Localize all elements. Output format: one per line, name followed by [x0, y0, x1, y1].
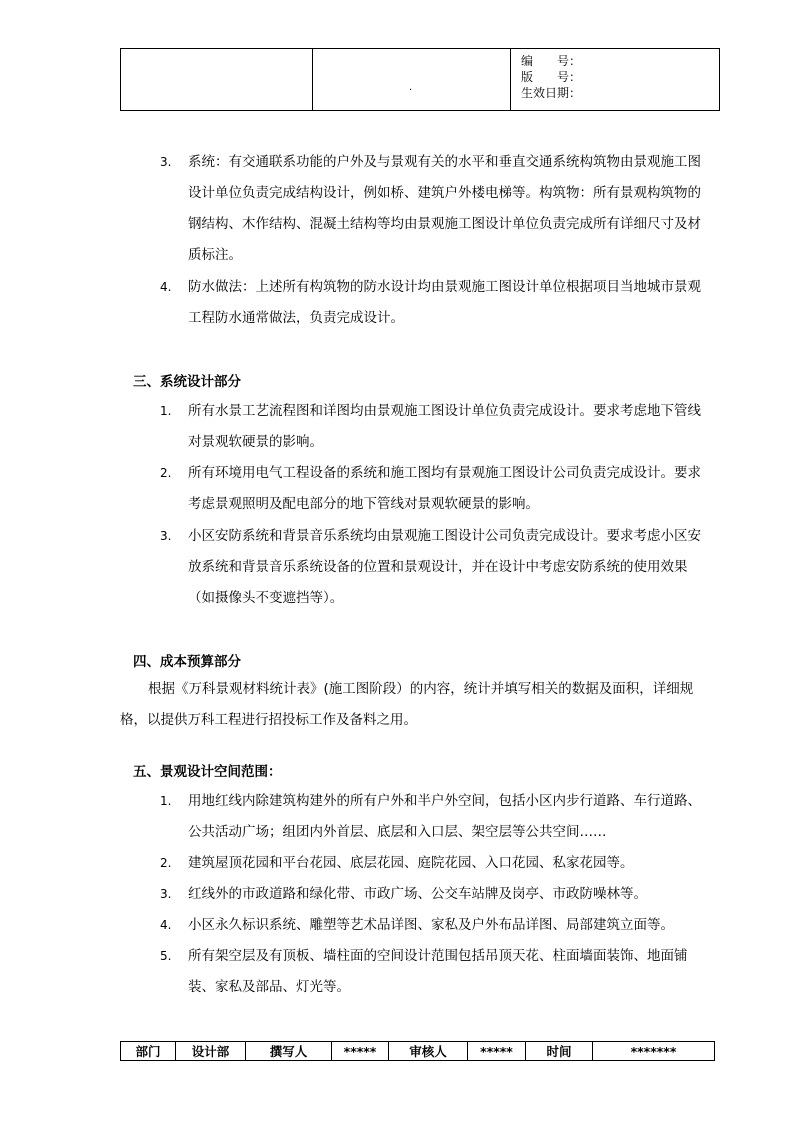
list-item-text: 所有环境用电气工程设备的系统和施工图均有景观施工图设计公司负责完成设计。要求考虑景观照明及配电部分的地下管线对景观软硬景的影响。	[188, 465, 701, 512]
list-item-number: 2.	[160, 856, 172, 870]
footer-label-department: 部门	[121, 1042, 176, 1061]
meta-doc-number: 编 号：	[521, 54, 582, 68]
list-item-number: 3.	[160, 155, 172, 169]
list-item-text: 用地红线内除建筑构建外的所有户外和半户外空间，包括小区内步行道路、车行道路、公共活动广场；组团内外首层、底层和入口层、架空层等公共空间……	[188, 793, 701, 840]
footer-value-department: 设计部	[176, 1042, 246, 1061]
list-item-text: 所有水景工艺流程图和详图均由景观施工图设计单位负责完成设计。要求考虑地下管线对景观软硬景的影响。	[188, 403, 701, 450]
section-heading-scope: 五、景观设计空间范围：	[133, 764, 282, 780]
list-item-text: 小区永久标识系统、雕塑等艺术品详图、家私及户外布品详图、局部建筑立面等。	[188, 917, 674, 933]
list-item-number: 2.	[160, 466, 172, 480]
list-item-number: 4.	[160, 918, 172, 932]
list-item-number: 1.	[160, 404, 172, 418]
list-item-number: 5.	[160, 949, 172, 963]
header-cell-title	[313, 49, 511, 111]
header-cell-meta	[511, 49, 720, 111]
header-cell-logo	[121, 49, 313, 111]
document-header-table	[120, 48, 720, 111]
list-item-number: 1.	[160, 794, 172, 808]
list-item-text: 系统：有交通联系功能的户外及与景观有关的水平和垂直交通系统构筑物由景观施工图设计单位负责完成结构设计，例如桥、建筑户外楼电梯等。构筑物：所有景观构筑物的钢结构、木作结构、混凝土结构等均由景观施工图设计单位负责完成所有详细尺寸及材质标注。	[188, 154, 701, 263]
list-item-number: 3.	[160, 529, 172, 543]
footer-label-author: 撰写人	[246, 1042, 332, 1061]
list-item-number: 4.	[160, 280, 172, 294]
list-item-number: 3.	[160, 887, 172, 901]
section-paragraph-cost: 根据《万科景观材料统计表》(施工图阶段）的内容，统计并填写相关的数据及面积，详细规格，以提供万科工程进行招投标工作及备料之用。	[120, 681, 694, 728]
section-heading-cost: 四、成本预算部分	[133, 654, 241, 670]
header-dot: .	[409, 82, 413, 93]
footer-value-author: *****	[332, 1042, 389, 1061]
list-item-text: 所有架空层及有顶板、墙柱面的空间设计范围包括吊顶天花、柱面墙面装饰、地面铺装、家私及部品、灯光等。	[188, 948, 688, 995]
list-item-text: 红线外的市政道路和绿化带、市政广场、公交车站牌及岗亭、市政防噪林等。	[188, 886, 647, 902]
footer-value-reviewer: *****	[468, 1042, 526, 1061]
list-item-text: 小区安防系统和背景音乐系统均由景观施工图设计公司负责完成设计。要求考虑小区安放系统和背景音乐系统设备的位置和景观设计，并在设计中考虑安防系统的使用效果（如摄像头不变遮挡等）。	[188, 528, 701, 606]
list-item-text: 防水做法：上述所有构筑物的防水设计均由景观施工图设计单位根据项目当地城市景观工程防水通常做法，负责完成设计。	[188, 279, 701, 326]
list-item-text: 建筑屋顶花园和平台花园、底层花园、庭院花园、入口花园、私家花园等。	[188, 855, 634, 871]
document-footer-table	[120, 1041, 715, 1061]
section-heading-systems: 三、系统设计部分	[133, 374, 241, 390]
footer-label-time: 时间	[526, 1042, 593, 1061]
meta-effective-date: 生效日期：	[521, 86, 582, 100]
meta-version: 版 号：	[521, 70, 582, 84]
footer-value-time: *******	[593, 1042, 715, 1061]
footer-label-reviewer: 审核人	[389, 1042, 468, 1061]
